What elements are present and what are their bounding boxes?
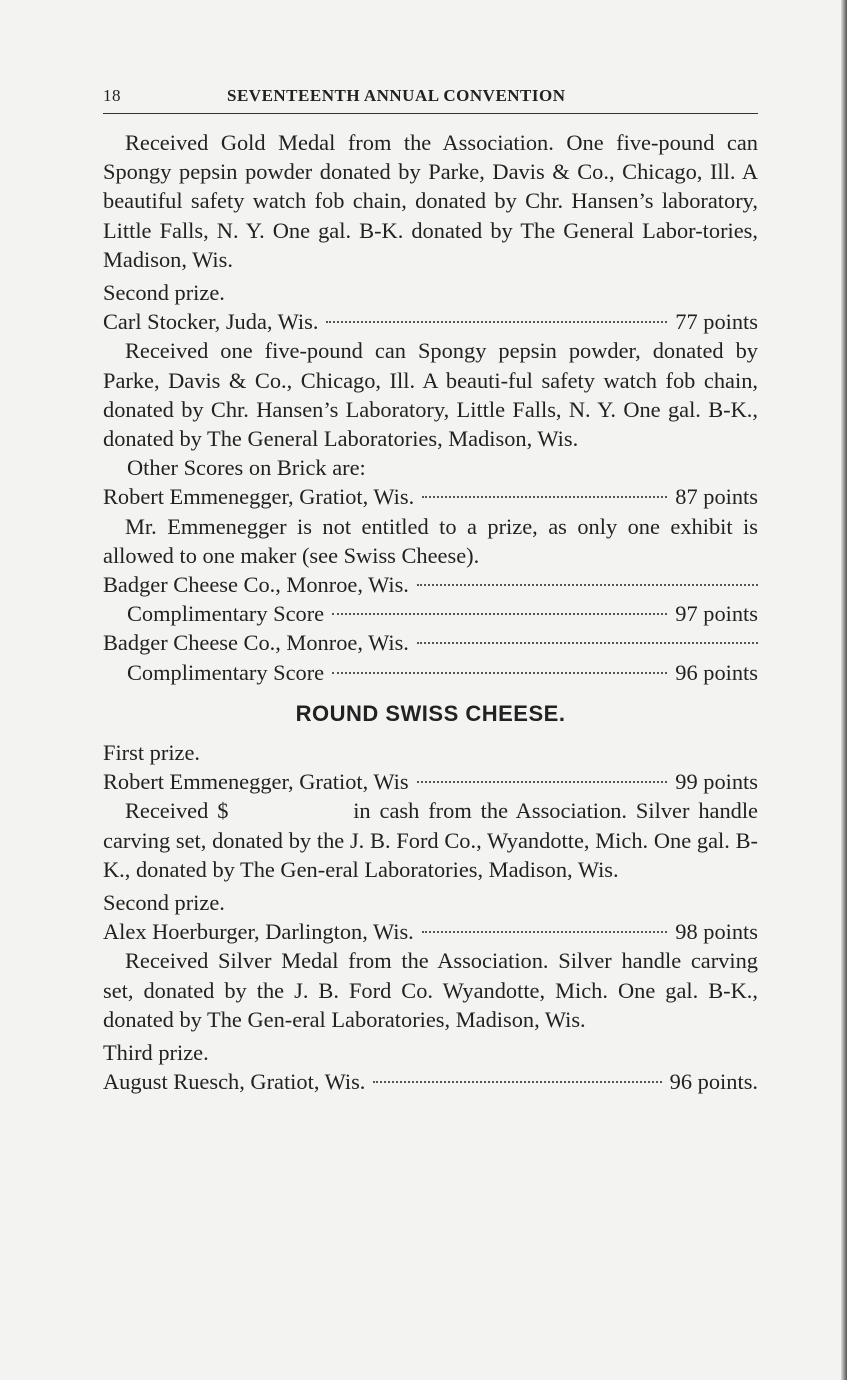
- dot-leader: [332, 672, 667, 674]
- score-entry: [103, 767, 758, 796]
- dot-leader: [417, 642, 758, 644]
- award-paragraph: Received Gold Medal from the Association. One five-pound can Spongy pepsin powder donated by Parke, Davis & Co., Chicago, Ill. A beautiful safety watch fob chain, donated by Chr. Hansen’s laboratory, Little Falls, N. Y. One gal. B-K. donated by The General Labor-tories, Madison, Wis.: [103, 130, 758, 272]
- running-title: SEVENTEENTH ANNUAL CONVENTION: [227, 86, 566, 105]
- entrant-name: August Ruesch, Gratiot, Wis.: [103, 1069, 366, 1095]
- dot-leader: [417, 584, 758, 586]
- score-entry: [103, 628, 758, 657]
- score-entry: [103, 482, 758, 511]
- entrant-name: Robert Emmenegger, Gratiot, Wis: [103, 769, 409, 795]
- prize-label: Second prize.: [103, 280, 225, 306]
- section-heading: ROUND SWISS CHEESE.: [295, 700, 566, 726]
- page-body: [103, 128, 764, 1097]
- page-edge-shadow: [841, 0, 847, 1380]
- dot-leader: [422, 496, 667, 498]
- entrant-name: Badger Cheese Co., Monroe, Wis.: [103, 630, 409, 656]
- score-entry: [103, 570, 758, 599]
- entrant-name: Badger Cheese Co., Monroe, Wis.: [103, 572, 409, 598]
- section-note: Other Scores on Brick are:: [127, 455, 366, 481]
- running-header: [103, 86, 758, 114]
- dot-leader: [332, 613, 667, 615]
- prize-label: Second prize.: [103, 890, 225, 916]
- dot-leader: [326, 321, 667, 323]
- score-type: Complimentary Score: [127, 659, 325, 685]
- dot-leader: [417, 781, 668, 783]
- award-paragraph: Received $ in cash from the Association. Silver handle carving set, donated by the J. B. Ford Co., Wyandotte, Mich. One gal. B-K., donated by The Gen-eral Laboratories, Madison, Wis.: [103, 798, 764, 882]
- page-number: 18: [103, 86, 121, 105]
- score-entry: [103, 307, 758, 336]
- score-type: Complimentary Score: [127, 601, 325, 627]
- entrant-score: 87 points: [675, 484, 758, 510]
- entrant-name: Alex Hoerburger, Darlington, Wis.: [103, 919, 414, 945]
- prize-label: Third prize.: [103, 1040, 209, 1066]
- entrant-score: 99 points: [675, 769, 758, 795]
- award-paragraph: Received one five-pound can Spongy pepsin powder, donated by Parke, Davis & Co., Chicago, Ill. A beauti-ful safety watch fob chain, donated by Chr. Hansen’s Laboratory, Little Falls, N. Y. One gal. B-K., donated by The General Laboratories, Madison, Wis.: [103, 338, 758, 452]
- entrant-score: 96 points: [675, 659, 758, 685]
- score-entry: [103, 1067, 758, 1096]
- entrant-name: Robert Emmenegger, Gratiot, Wis.: [103, 484, 415, 510]
- score-entry: [103, 599, 758, 628]
- entrant-name: Carl Stocker, Juda, Wis.: [103, 309, 319, 335]
- prize-label: First prize.: [103, 740, 201, 766]
- dot-leader: [422, 931, 667, 933]
- score-entry: [103, 917, 758, 946]
- entrant-score: 97 points: [675, 601, 758, 627]
- entrant-score: 98 points: [675, 919, 758, 945]
- dot-leader: [373, 1081, 661, 1083]
- award-paragraph: Received Silver Medal from the Association. Silver handle carving set, donated by the J. B. Ford Co. Wyandotte, Mich. One gal. B-K., donated by The Gen-eral Laboratories, Madison, Wis.: [103, 948, 758, 1032]
- entrant-score: 77 points: [675, 309, 758, 335]
- note-paragraph: Mr. Emmenegger is not entitled to a prize, as only one exhibit is allowed to one maker (see Swiss Cheese).: [103, 513, 758, 568]
- score-entry: [103, 658, 758, 687]
- document-page: [103, 86, 764, 1097]
- entrant-score: 96 points.: [669, 1069, 758, 1095]
